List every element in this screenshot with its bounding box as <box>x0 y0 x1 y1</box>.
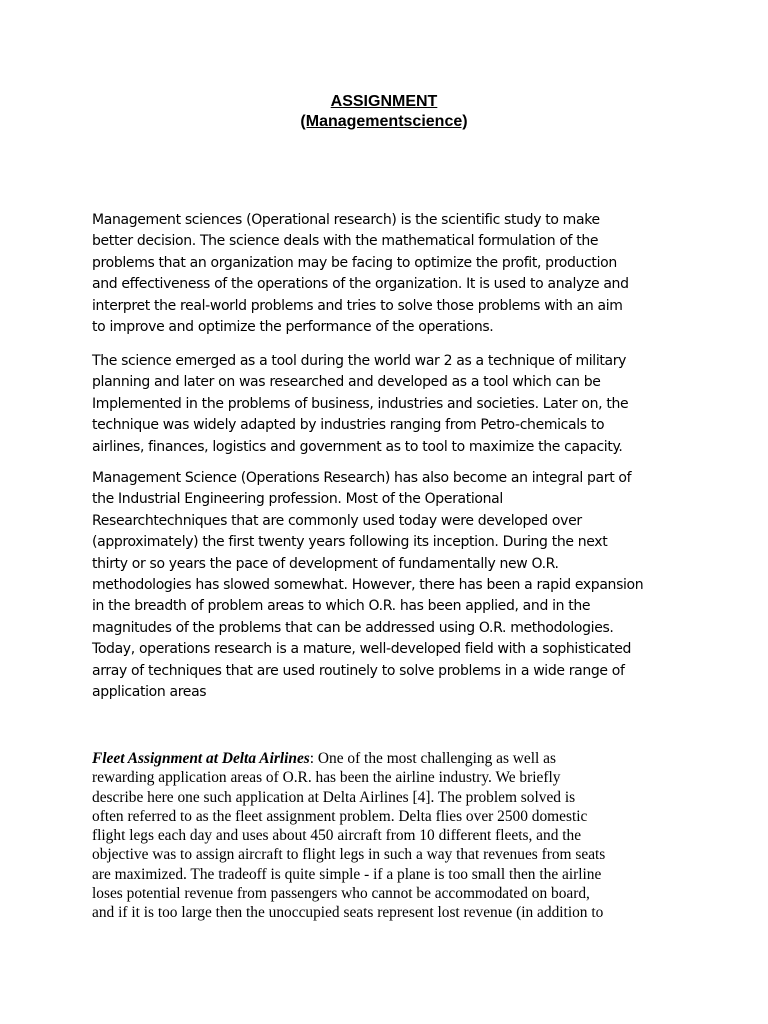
text-line: interpret the real-world problems and tries to solve those problems with an aim <box>92 297 623 314</box>
paragraph-1 <box>92 210 629 338</box>
text-line: thirty or so years the pace of development of fundamentally new O.R. <box>92 555 559 572</box>
page-title: ASSIGNMENT <box>330 93 438 110</box>
section-first-line-text: : One of the most challenging as well as <box>309 750 556 767</box>
text-line: Management sciences (Operational research) is the scientific study to make <box>92 212 600 228</box>
text-line: Researchtechniques that are commonly used today were developed over <box>92 512 582 529</box>
text-line: planning and later on was researched and developed as a tool which can be <box>92 374 601 391</box>
text-line: to improve and optimize the performance of the operations. <box>92 319 494 336</box>
text-line: better decision. The science deals with the mathematical formulation of the <box>92 233 599 250</box>
text-line: methodologies has slowed somewhat. However, there has been a rapid expansion <box>92 577 644 594</box>
section-heading: Fleet Assignment at Delta Airlines <box>92 750 310 767</box>
paragraph-3 <box>92 468 643 703</box>
text-line: The science emerged as a tool during the world war 2 as a technique of military <box>92 353 627 369</box>
text-line: and effectiveness of the operations of the organization. It is used to analyze and <box>92 276 629 293</box>
section-first-line <box>92 749 605 768</box>
text-line: (approximately) the first twenty years following its inception. During the next <box>92 534 608 551</box>
text-line: in the breadth of problem areas to which O.R. has been applied, and in the <box>92 598 591 615</box>
text-line: Today, operations research is a mature, well-developed field with a sophisticated <box>92 641 632 658</box>
text-line: the Industrial Engineering profession. Most of the Operational <box>92 491 503 508</box>
text-line: magnitudes of the problems that can be addressed using O.R. methodologies. <box>92 619 614 636</box>
text-line: and if it is too large then the unoccupied seats represent lost revenue (in addition to <box>92 904 604 922</box>
text-line: airlines, finances, logistics and government as to tool to maximize the capacity. <box>92 438 623 455</box>
text-line: loses potential revenue from passengers who cannot be accommodated on board, <box>92 885 590 903</box>
text-line: application areas <box>92 684 207 701</box>
text-line: often referred to as the fleet assignment problem. Delta flies over 2500 domestic <box>92 807 588 825</box>
page-subtitle: (Managementscience) <box>300 113 468 130</box>
text-line: Implemented in the problems of business, industries and societies. Later on, the <box>92 395 629 412</box>
paragraph-2 <box>92 351 628 458</box>
text-line: technique was widely adapted by industries ranging from Petro-chemicals to <box>92 417 605 434</box>
text-line: problems that an organization may be facing to optimize the profit, production <box>92 254 617 271</box>
text-line: describe here one such application at Delta Airlines [4]. The problem solved is <box>92 788 576 806</box>
text-line: are maximized. The tradeoff is quite simple - if a plane is too small then the airline <box>92 865 602 883</box>
text-line: objective was to assign aircraft to flight legs in such a way that revenues from seats <box>92 846 606 864</box>
text-line: rewarding application areas of O.R. has been the airline industry. We briefly <box>92 769 561 787</box>
fleet-assignment-section <box>92 749 605 923</box>
text-line: flight legs each day and uses about 450 aircraft from 10 different fleets, and the <box>92 827 582 845</box>
text-line: array of techniques that are used routinely to solve problems in a wide range of <box>92 662 625 679</box>
text-line: Management Science (Operations Research) has also become an integral part of <box>92 470 632 486</box>
